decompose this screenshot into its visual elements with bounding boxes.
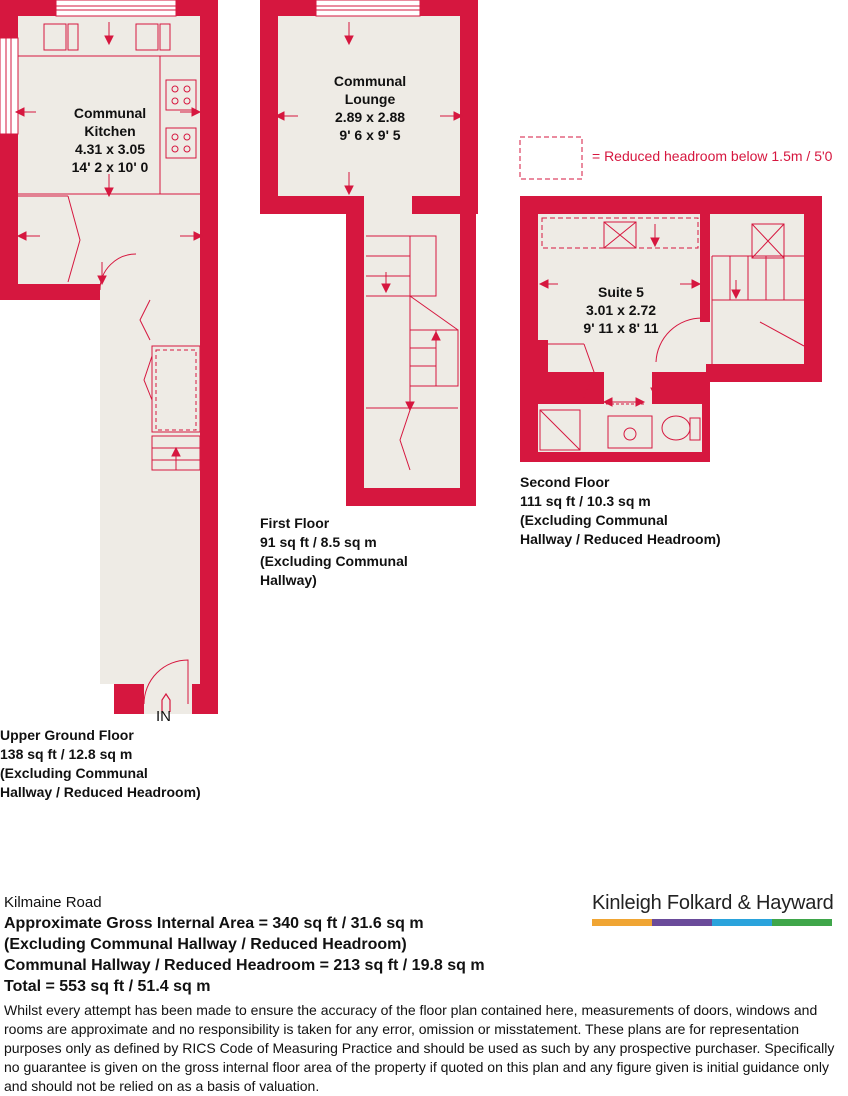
suite5-label [566,283,676,337]
brand-stripe-orange [592,919,652,926]
disclaimer: Whilst every attempt has been made to ensure the accuracy of the floor plan contained here, measurements of doors, windows and rooms are approximate and no responsibility is taken for any error, omission or misstatement. These plans are for representation purposes only as defined by RICS Code of Measuring Practice and should be used as such by any prospective purchaser. Specifically no guarantee is given on the gross internal floor area of the property if quoted on this plan and any figure given is initial guidance only and should not be relied on as a basis of valuation. [4,1002,835,1094]
brand-stripe-blue [712,919,772,926]
reduced-headroom-legend: = Reduced headroom below 1.5m / 5'0 [592,148,833,164]
upper-ground-floor-note1: (Excluding Communal [0,765,148,781]
kitchen-label [58,104,162,176]
lounge-name-line1: Communal [333,73,407,89]
kitchen-name-line1: Communal [73,105,147,121]
brand-logo [592,892,832,926]
lounge-name-line2: Lounge [344,91,396,107]
suite5-name: Suite 5 [598,284,644,300]
total-area: Total = 553 sq ft / 51.4 sq m [4,978,211,995]
suite5-dims-metric: 3.01 x 2.72 [585,302,657,318]
second-floor-caption [520,473,721,549]
first-floor-area: 91 sq ft / 8.5 sq m [260,534,377,550]
kitchen-name-line2: Kitchen [84,123,136,139]
suite5-dims-imperial: 9' 11 x 8' 11 [583,320,659,336]
reduced-headroom-legend-swatch [520,137,582,179]
first-floor-note1: (Excluding Communal [260,553,408,569]
upper-ground-floor-area: 138 sq ft / 12.8 sq m [0,746,133,762]
brand-name: Kinleigh Folkard & Hayward [592,892,834,914]
second-floor-title: Second Floor [520,474,610,490]
second-floor-note2: Hallway / Reduced Headroom) [520,531,721,547]
address: Kilmaine Road [4,894,102,911]
second-floor-note1: (Excluding Communal [520,512,668,528]
upper-ground-floor-caption [0,726,201,802]
brand-stripe [592,919,832,926]
lounge-dims-metric: 2.89 x 2.88 [334,109,406,125]
brand-stripe-green [772,919,832,926]
communal-area: Communal Hallway / Reduced Headroom = 213 sq ft / 19.8 sq m [4,957,485,974]
kitchen-dims-metric: 4.31 x 3.05 [74,141,146,157]
first-floor-note2: Hallway) [260,572,317,588]
second-floor-area: 111 sq ft / 10.3 sq m [520,493,651,509]
entrance-label: IN [156,708,171,725]
kitchen-dims-imperial: 14' 2 x 10' 0 [71,159,149,175]
lounge-label [316,72,424,144]
lounge-dims-imperial: 9' 6 x 9' 5 [339,127,401,143]
gross-internal-area: Approximate Gross Internal Area = 340 sq ft / 31.6 sq m [4,915,424,932]
brand-stripe-purple [652,919,712,926]
gross-internal-area-note: (Excluding Communal Hallway / Reduced Headroom) [4,936,407,953]
first-floor-title: First Floor [260,515,330,531]
first-floor-caption [260,514,408,590]
upper-ground-floor-title: Upper Ground Floor [0,727,134,743]
upper-ground-floor-note2: Hallway / Reduced Headroom) [0,784,201,800]
